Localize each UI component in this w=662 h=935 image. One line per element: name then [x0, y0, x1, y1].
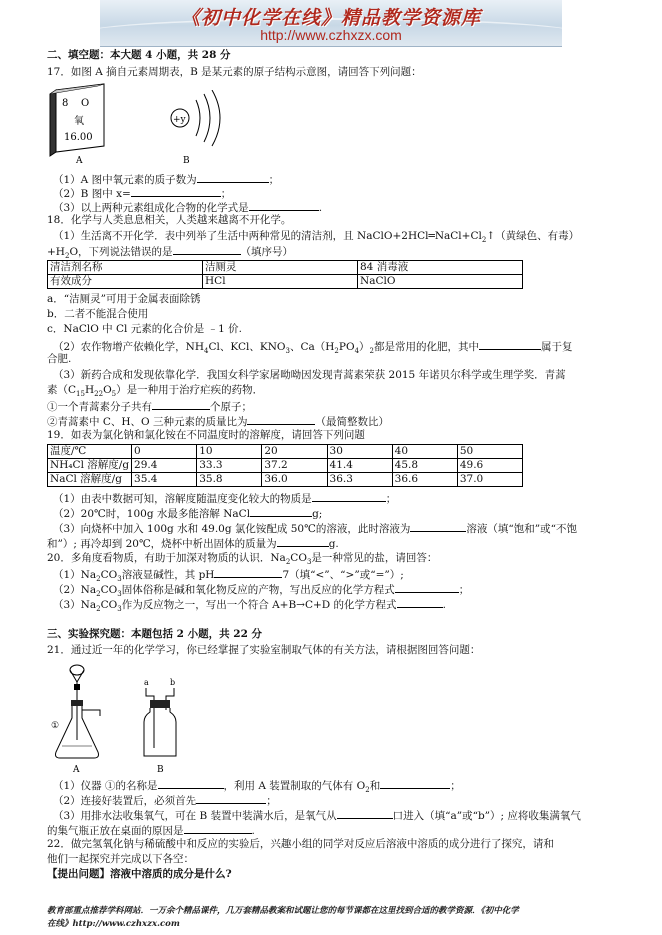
answer-blank[interactable]: [397, 597, 443, 608]
figure-caption: B: [183, 156, 190, 164]
sub-question: （2）B 图中 x= ；: [53, 188, 232, 200]
atomic-mass: 16.00: [64, 132, 93, 143]
option-b: b．二者不能混合使用: [47, 308, 149, 320]
option-c: c．NaClO 中 Cl 元素的化合价是 ﹣1 价.: [47, 323, 242, 335]
footer-line: 教育部重点推荐学科网站．一万余个精品课件，几万套精品教案和试题让您的每节课都在这里找到合适的教学资源．《初中化学: [47, 906, 519, 916]
answer-blank[interactable]: [247, 414, 315, 425]
atom-structure-figure: [166, 90, 226, 164]
solubility-table: [47, 444, 523, 487]
table-row: NH₄Cl 溶解度/g 29.4 33.3 37.2 41.4 45.8 49.6: [48, 459, 523, 473]
answer-blank[interactable]: [410, 521, 466, 532]
question-stem: 17．如图 A 摘自元素周期表，B 是某元素的原子结构示意图，请回答下列问题：: [47, 66, 422, 78]
header-banner: [100, 0, 562, 47]
question-text: 【提出问题】溶液中溶质的成分是什么?: [47, 868, 232, 880]
sub-question: 和”）; 再冷却到 20℃，烧杯中析出固体的质量为 g.: [47, 538, 339, 550]
table-row: 有效成分 HCl NaClO: [48, 275, 523, 289]
question-text: （2）农作物增产依赖化学，$NH_4Cl$、KCl、$KNO_3$、$Ca(H_2PO_4)_2$都是常用的化肥，其中 属于复: [53, 341, 573, 356]
question-text: 素$(C_{15}H_{22}O_5)$是一种用于治疗疟疾的药物．: [47, 384, 264, 399]
question-stem: 22．做完氢氧化钠与稀硫酸中和反应的实验后，兴趣小组的同学对反应后溶液中溶质的成分进行了探究，请和: [47, 838, 554, 850]
question-stem: 18．化学与人类息息相关，人类越来越离不开化学。: [47, 214, 292, 226]
section-heading: 三、实验探究题：本题包括 2 小题，共 22 分: [47, 628, 263, 640]
sub-question: $(1)Na_2CO_3$溶液显碱性，其 pH 7（填“<”、“>”或“=”）;: [53, 569, 404, 584]
answer-blank[interactable]: [214, 567, 282, 578]
answer-blank[interactable]: [380, 778, 450, 789]
answer-blank[interactable]: [395, 582, 459, 593]
answer-blank[interactable]: [196, 793, 266, 804]
question-stem: 20．多角度看物质，有助于加深对物质的认识．$Na_2CO_3$是一种常见的盐，请回答：: [47, 552, 438, 567]
element-symbol: O: [81, 98, 90, 109]
answer-blank[interactable]: [158, 778, 224, 789]
answer-blank[interactable]: [152, 399, 210, 410]
apparatus-label: ①: [51, 721, 60, 731]
banner-url[interactable]: http://www.czhxzx.com: [260, 27, 402, 43]
apparatus-b-figure: [140, 676, 182, 776]
option-a: a．“洁厕灵”可用于金属表面除锈: [47, 293, 201, 305]
answer-blank[interactable]: [131, 186, 221, 197]
answer-blank[interactable]: [312, 491, 386, 502]
answer-blank[interactable]: [250, 506, 312, 517]
element-name: 氧: [74, 116, 84, 127]
nucleus-charge: +y: [173, 115, 186, 125]
table-row: 温度/℃ 0 10 20 30 40 50: [48, 445, 523, 459]
cleaner-table: [47, 260, 523, 289]
sub-question: （1）由表中数据可知，溶解度随温度变化较大的物质是 ；: [53, 493, 397, 505]
question-text: 他们一起探究并完成以下各空：: [47, 853, 194, 865]
figure-caption: B: [157, 765, 164, 775]
question-text: ②青蒿素中 C、H、O 三种元素的质量比为 （最简整数比）: [47, 416, 389, 428]
answer-blank[interactable]: [337, 808, 393, 819]
answer-blank[interactable]: [197, 172, 269, 183]
sub-question: （3）以上两种元素组成化合物的化学式是 .: [53, 202, 323, 214]
question-text: ①一个青蒿素分子共有 个原子；: [47, 401, 252, 413]
answer-blank[interactable]: [184, 823, 252, 834]
sub-question: （2）连接好装置后，必须首先 ；: [53, 795, 277, 807]
answer-blank[interactable]: [277, 536, 329, 547]
section-heading: 二、填空题：本大题 4 小题，共 28 分: [47, 49, 231, 61]
page-footer: [47, 905, 627, 931]
answer-blank[interactable]: [249, 200, 319, 211]
sub-question: （2）20℃时，100g 水最多能溶解 NaCl g;: [53, 508, 323, 520]
atomic-number: 8: [62, 98, 69, 109]
question-stem: 21．通过近一年的化学学习，你已经掌握了实验室制取气体的有关方法，请根据图回答问题：: [47, 644, 481, 656]
sub-question: $(3)Na_2CO_3$作为反应物之一，写出一个符合 A+B→C+D 的化学方程式 .: [53, 599, 446, 614]
tube-label-b: b: [170, 678, 176, 687]
figure-caption: A: [73, 765, 80, 775]
question-text: （1）生活离不开化学．表中列举了生活中两种常见的清洁剂，且 $NaClO+2HCl═NaCl+Cl_2↑$（黄绿色、有毒）: [53, 230, 580, 245]
answer-blank[interactable]: [173, 244, 241, 255]
sub-question: $(2)Na_2CO_3$固体俗称是碱和氧化物反应的产物，写出反应的化学方程式 ；: [53, 584, 470, 599]
tube-label-a: a: [144, 678, 149, 687]
question-text: （3）新药合成和发现依靠化学．我国女科学家屠呦呦因发现青蒿素荣获 2015 年诺贝尔科学或生理学奖．青蒿: [53, 369, 566, 381]
apparatus-a-figure: [50, 660, 112, 776]
sub-question: （1）仪器 ①的名称是 ，利用 A 装置制取的气体有 $O_2$和 ；: [53, 780, 461, 795]
sub-question: 的集气瓶正放在桌面的原因是 .: [47, 825, 255, 837]
sub-question: （3）用排水法收集氧气，可在 B 装置中装满水后，是氧气从 口进入（填“a”或“b”）; 应将收集满氧气: [53, 810, 581, 822]
table-row: NaCl 溶解度/g 35.4 35.8 36.0 36.3 36.6 37.0: [48, 473, 523, 487]
answer-blank[interactable]: [479, 339, 541, 350]
question-stem: 19．如表为氯化钠和氯化铵在不同温度时的溶解度，请回答下列问题: [47, 429, 365, 441]
banner-title: 《初中化学在线》精品教学资源库: [180, 7, 481, 29]
footer-link[interactable]: 在线》http://www.czhxzx.com: [47, 919, 180, 929]
figure-caption: A: [76, 156, 83, 164]
periodic-cell-figure: [48, 82, 108, 164]
question-text: 合肥.: [47, 353, 72, 365]
sub-question: （1）A 图中氧元素的质子数为 ；: [53, 174, 280, 186]
question-text: $+H_2O$，下列说法错误的是 （填序号）: [47, 246, 294, 261]
sub-question: （3）向烧杯中加入 100g 水和 49.0g 氯化铵配成 50℃的溶液，此时溶液为 溶液（填“饱和”或“不饱: [53, 523, 577, 535]
table-row: 清洁剂名称 洁厕灵 84 消毒液: [48, 261, 523, 275]
